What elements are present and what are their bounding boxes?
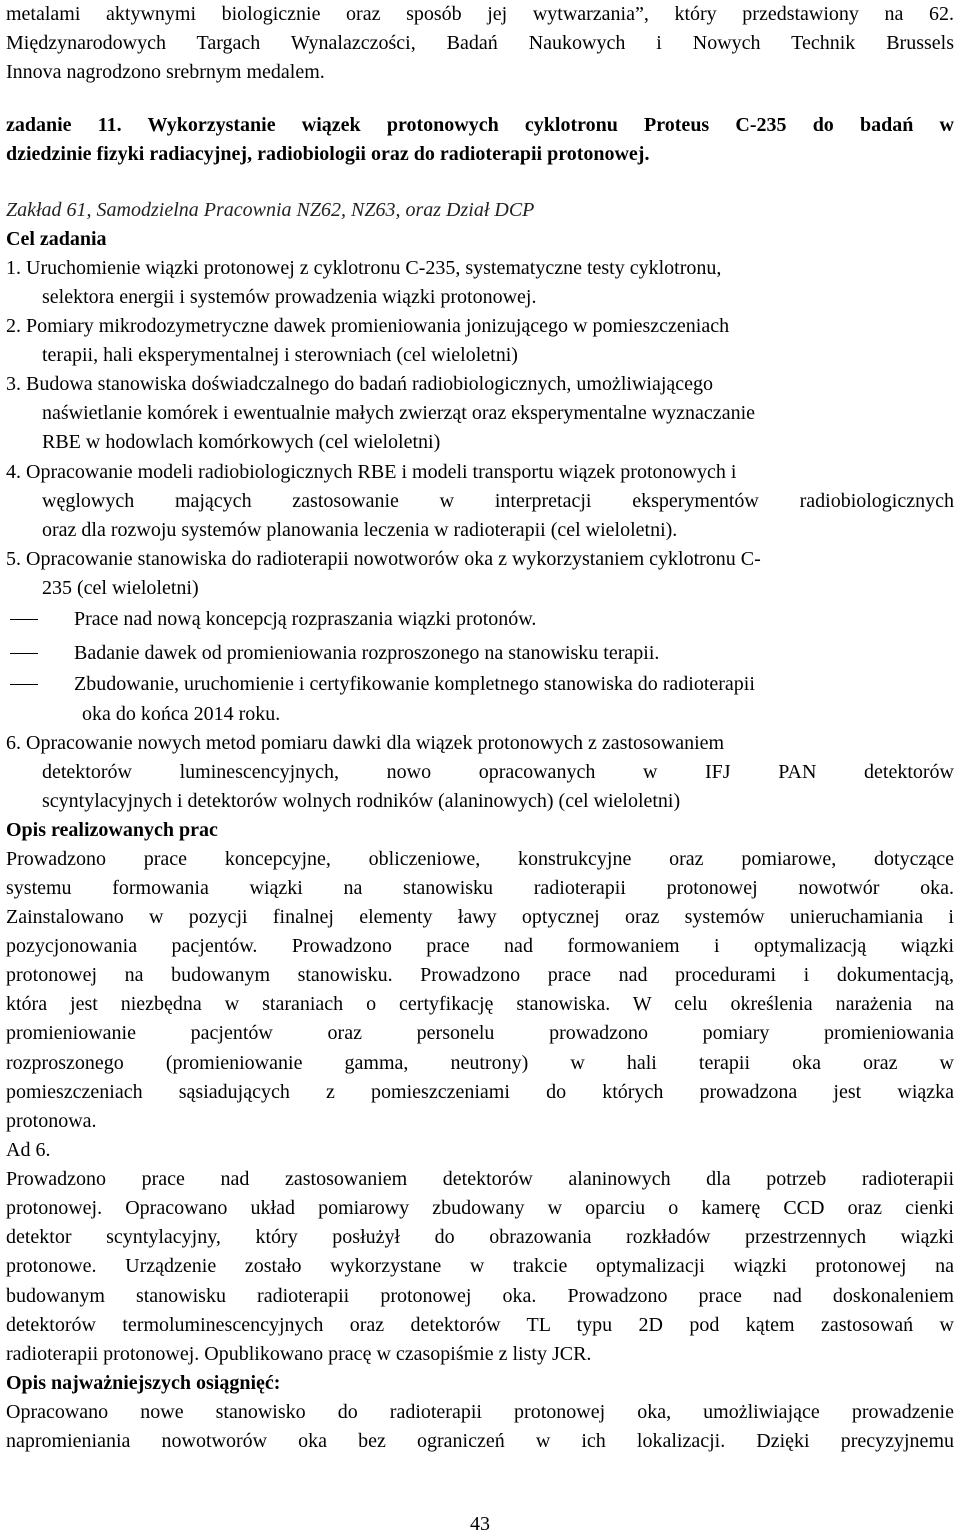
work-line: protonowa. <box>6 1110 97 1132</box>
work-line: promieniowanie pacjentów oraz personelu prowadzono pomiary promieniowania <box>6 1022 954 1044</box>
sub-list-item: Badanie dawek od promieniowania rozproszonego na stanowisku terapii. <box>10 639 954 668</box>
departments: Zakład 61, Samodzielna Pracownia NZ62, NZ63, oraz Dział DCP <box>6 199 535 221</box>
goal-item-3-cont: RBE w hodowlach komórkowych (cel wieloletni) <box>42 431 441 453</box>
ad6-line: protonowe. Urządzenie zostało wykorzystane w trakcie optymalizacji wiązki protonowej na <box>6 1255 954 1277</box>
goal-item-4-cont: węglowych mających zastosowanie w interpretacji eksperymentów radiobiologicznych <box>42 490 954 512</box>
goal-item-5: 5. Opracowanie stanowiska do radioterapii nowotworów oka z wykorzystaniem cyklotronu C- <box>6 548 761 570</box>
goal-item-1: 1. Uruchomienie wiązki protonowej z cyklotronu C-235, systematyczne testy cyklotronu, <box>6 257 722 279</box>
dash-bullet <box>10 684 38 685</box>
achievements-line: napromieniania nowotworów oka bez ograniczeń w ich lokalizacji. Dzięki precyzyjnemu <box>6 1430 954 1452</box>
goal-item-6: 6. Opracowanie nowych metod pomiaru dawki dla wiązek protonowych z zastosowaniem <box>6 732 725 754</box>
sub-list-item-cont: oka do końca 2014 roku. <box>82 703 281 725</box>
dash-bullet <box>10 619 38 620</box>
goal-item-1-cont: selektora energii i systemów prowadzenia wiązki protonowej. <box>42 286 537 308</box>
ad6-heading: Ad 6. <box>6 1139 51 1161</box>
work-line: Prowadzono prace koncepcyjne, obliczeniowe, konstrukcyjne oraz pomiarowe, dotyczące <box>6 848 954 870</box>
intro-line: Innova nagrodzono srebrnym medalem. <box>6 61 325 83</box>
ad6-line: detektor scyntylacyjny, który posłużył do obrazowania rozkładów przestrzennych wiązki <box>6 1226 954 1248</box>
intro-line: Międzynarodowych Targach Wynalazczości, Badań Naukowych i Nowych Technik Brussels <box>6 32 954 54</box>
work-line: Zainstalowano w pozycji finalnej elementy ławy optycznej oraz systemów unieruchamiania i <box>6 906 954 928</box>
goal-item-6-cont: scyntylacyjnych i detektorów wolnych rodników (alaninowych) (cel wieloletni) <box>42 790 681 812</box>
ad6-line: budowanym stanowisku radioterapii protonowej oka. Prowadzono prace nad doskonaleniem <box>6 1285 954 1307</box>
work-line: która jest niezbędna w staraniach o certyfikację stanowiska. W celu określenia narażenia na <box>6 993 954 1015</box>
achievements-heading: Opis najważniejszych osiągnięć: <box>6 1372 281 1394</box>
ad6-line: Prowadzono prace nad zastosowaniem detektorów alaninowych dla potrzeb radioterapii <box>6 1168 954 1190</box>
goal-item-3: 3. Budowa stanowiska doświadczalnego do badań radiobiologicznych, umożliwiającego <box>6 373 714 395</box>
ad6-line: detektorów termoluminescencyjnych oraz detektorów TL typu 2D pod kątem zastosowań w <box>6 1314 954 1336</box>
goal-heading: Cel zadania <box>6 228 107 250</box>
work-line: systemu formowania wiązki na stanowisku radioterapii protonowej nowotwór oka. <box>6 877 954 899</box>
page-number: 43 <box>470 1513 490 1535</box>
goal-item-4-cont: oraz dla rozwoju systemów planowania leczenia w radioterapii (cel wieloletni). <box>42 519 678 541</box>
goal-item-6-cont: detektorów luminescencyjnych, nowo opracowanych w IFJ PAN detektorów <box>42 761 954 783</box>
ad6-line: protonowej. Opracowano układ pomiarowy zbudowany w oparciu o kamerę CCD oraz cienki <box>6 1197 954 1219</box>
work-line: pomieszczeniach sąsiadujących z pomieszczeniami do których prowadzona jest wiązka <box>6 1081 954 1103</box>
work-line: pozycjonowania pacjentów. Prowadzono prace nad formowaniem i optymalizacją wiązki <box>6 935 954 957</box>
goal-item-3-cont: naświetlanie komórek i ewentualnie małych zwierząt oraz eksperymentalne wyznaczanie <box>42 402 755 424</box>
goal-item-2: 2. Pomiary mikrodozymetryczne dawek promieniowania jonizującego w pomieszczeniach <box>6 315 730 337</box>
work-line: protonowej na budowanym stanowisku. Prowadzono prace nad procedurami i dokumentacją, <box>6 964 954 986</box>
goal-item-2-cont: terapii, hali eksperymentalnej i sterowniach (cel wieloletni) <box>42 344 518 366</box>
task-title: zadanie 11. Wykorzystanie wiązek protonowych cyklotronu Proteus C-235 do badań w <box>6 114 954 136</box>
goal-item-5-cont: 235 (cel wieloletni) <box>42 577 199 599</box>
achievements-line: Opracowano nowe stanowisko do radioterapii protonowej oka, umożliwiające prowadzenie <box>6 1401 954 1423</box>
sub-list-item: Zbudowanie, uruchomienie i certyfikowanie kompletnego stanowiska do radioterapii <box>10 670 954 699</box>
dash-bullet <box>10 653 38 654</box>
intro-line: metalami aktywnymi biologicznie oraz sposób jej wytwarzania”, który przedstawiony na 62. <box>6 3 954 25</box>
ad6-line: radioterapii protonowej. Opublikowano pracę w czasopiśmie z listy JCR. <box>6 1343 592 1365</box>
work-line: rozproszonego (promieniowanie gamma, neutrony) w hali terapii oka oraz w <box>6 1052 954 1074</box>
work-heading: Opis realizowanych prac <box>6 819 218 841</box>
goal-item-4: 4. Opracowanie modeli radiobiologicznych RBE i modeli transportu wiązek protonowych i <box>6 461 737 483</box>
sub-list-item: Prace nad nową koncepcją rozpraszania wiązki protonów. <box>10 605 954 634</box>
task-title: dziedzinie fizyki radiacyjnej, radiobiologii oraz do radioterapii protonowej. <box>6 143 650 165</box>
